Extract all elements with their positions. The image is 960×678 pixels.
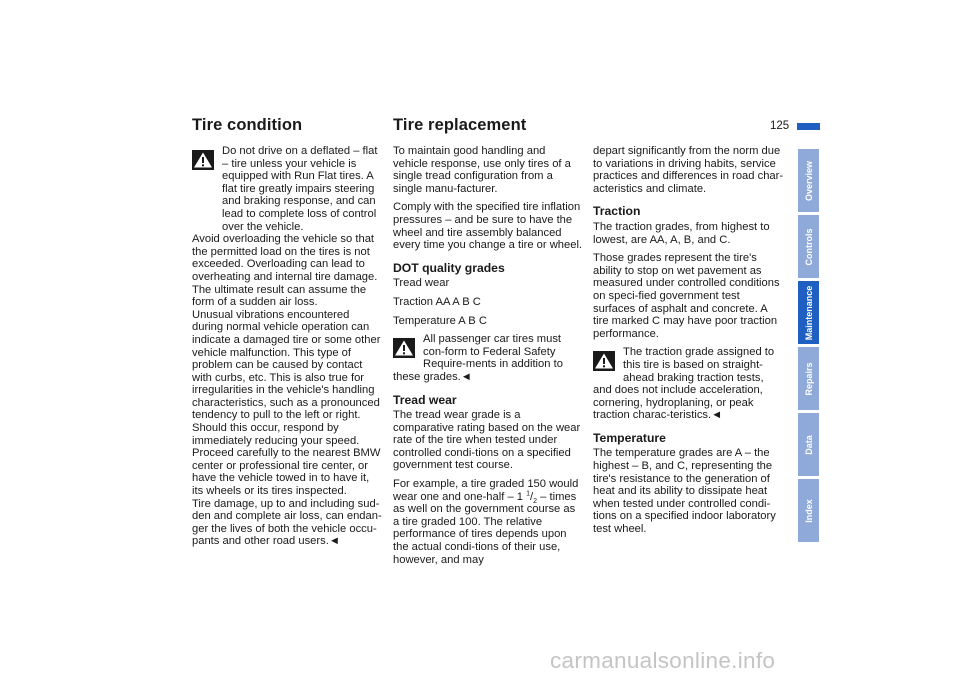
warning-block <box>393 333 583 383</box>
dot-quality-grades-heading: DOT quality grades <box>393 260 505 275</box>
tire-condition-title: Tire condition <box>192 116 303 134</box>
chapter-tabs <box>798 149 819 545</box>
paragraph: For example, a tire graded 150 would wear one and one-half – 1 $^1/_2$ – times as well on the government course as a tire graded 100. The relative performance of tires depends upon the actual condi-tions of their use, however, and may <box>393 478 579 566</box>
warning-triangle-icon <box>393 338 415 358</box>
paragraph: Unusual vibrations encountered during normal vehicle operation can indicate a damaged tire or some other vehicle malfunction. This type of problem can be caused by contact with curbs, etc. This is also true for irregularities in the vehicle's handling characteristics, such as a pronounced tendency to pull to the left or right. Should this occur, respond by immediately reducing your speed. Proceed carefully to the nearest BMW center or professional tire center, or have the vehicle towed in to have it, its wheels or its tires inspected. <box>192 308 381 498</box>
watermark: carmanualsonline.info <box>550 648 776 673</box>
tab-overview[interactable]: Overview <box>798 149 819 212</box>
warning-block <box>593 346 785 422</box>
grade-line: Traction AA A B C <box>393 295 481 308</box>
paragraph: The traction grades, from highest to lowest, are AA, A, B, and C. <box>593 220 770 246</box>
warning-text: The traction grade assigned to this tire is based on straight-ahead braking traction tests, and does not include acceleration, cornering, hydroplaning, or peak traction charac-teristics.◄ <box>593 346 775 422</box>
warning-triangle-icon <box>192 150 214 170</box>
warning-triangle-icon <box>593 351 615 371</box>
warning-text: Do not drive on a deflated – flat – tire unless your vehicle is equipped with Run Flat tires. A flat tire greatly impairs steering and braking response, and can lead to complete loss of control over the vehicle. <box>222 145 378 233</box>
tire-replacement-title: Tire replacement <box>393 116 527 134</box>
tab-index[interactable]: Index <box>798 479 819 542</box>
tab-data[interactable]: Data <box>798 413 819 476</box>
paragraph: The tread wear grade is a comparative rating based on the wear rate of the tire when tested under controlled condi-tions on a specified government test course. <box>393 409 581 472</box>
right-column <box>593 145 785 536</box>
paragraph: Tire damage, up to and including sud-den and complete air loss, can endan-ger the lives of both the vehicle occu-pants and other road users.◄ <box>192 497 382 548</box>
paragraph: depart significantly from the norm due to variations in driving habits, service practices and differences in road char-acteristics and climate. <box>593 145 784 195</box>
paragraph: To maintain good handling and vehicle response, use only tires of a single tread configuration from a single manu-facturer. <box>393 145 571 195</box>
middle-column <box>393 145 583 566</box>
temperature-heading: Temperature <box>593 430 666 445</box>
traction-heading: Traction <box>593 204 641 219</box>
page-marker-bar <box>797 123 820 130</box>
page-number: 125 <box>770 120 790 132</box>
tab-controls[interactable]: Controls <box>798 215 819 278</box>
tread-wear-heading: Tread wear <box>393 392 457 407</box>
warning-text: All passenger car tires must con-form to Federal Safety Require-ments in addition to these grades.◄ <box>393 333 563 383</box>
grade-line: Temperature A B C <box>393 314 487 327</box>
tab-repairs[interactable]: Repairs <box>798 347 819 410</box>
paragraph: Comply with the specified tire inflation pressures – and be sure to have the wheel and tire assembly balanced every time you change a tire or wheel. <box>393 201 583 252</box>
paragraph: Avoid overloading the vehicle so that the permitted load on the tires is not exceeded. Overloading can lead to overheating and internal tire damage. The ultimate result can assume the form of a sudden air loss. <box>192 233 378 309</box>
warning-block <box>192 145 382 233</box>
paragraph: The temperature grades are A – the highest – B, and C, representing the tire's resistance to the generation of heat and its ability to dissipate heat when tested under controlled condi-tions on a specified indoor laboratory test wheel. <box>593 447 776 536</box>
tab-maintenance[interactable]: Maintenance <box>798 281 819 344</box>
paragraph: Those grades represent the tire's ability to stop on wet pavement as measured under controlled conditions on speci-fied government test surfaces of asphalt and concrete. A tire marked C may have poor traction performance. <box>593 252 780 340</box>
grade-line: Tread wear <box>393 277 450 290</box>
left-column <box>192 145 382 548</box>
